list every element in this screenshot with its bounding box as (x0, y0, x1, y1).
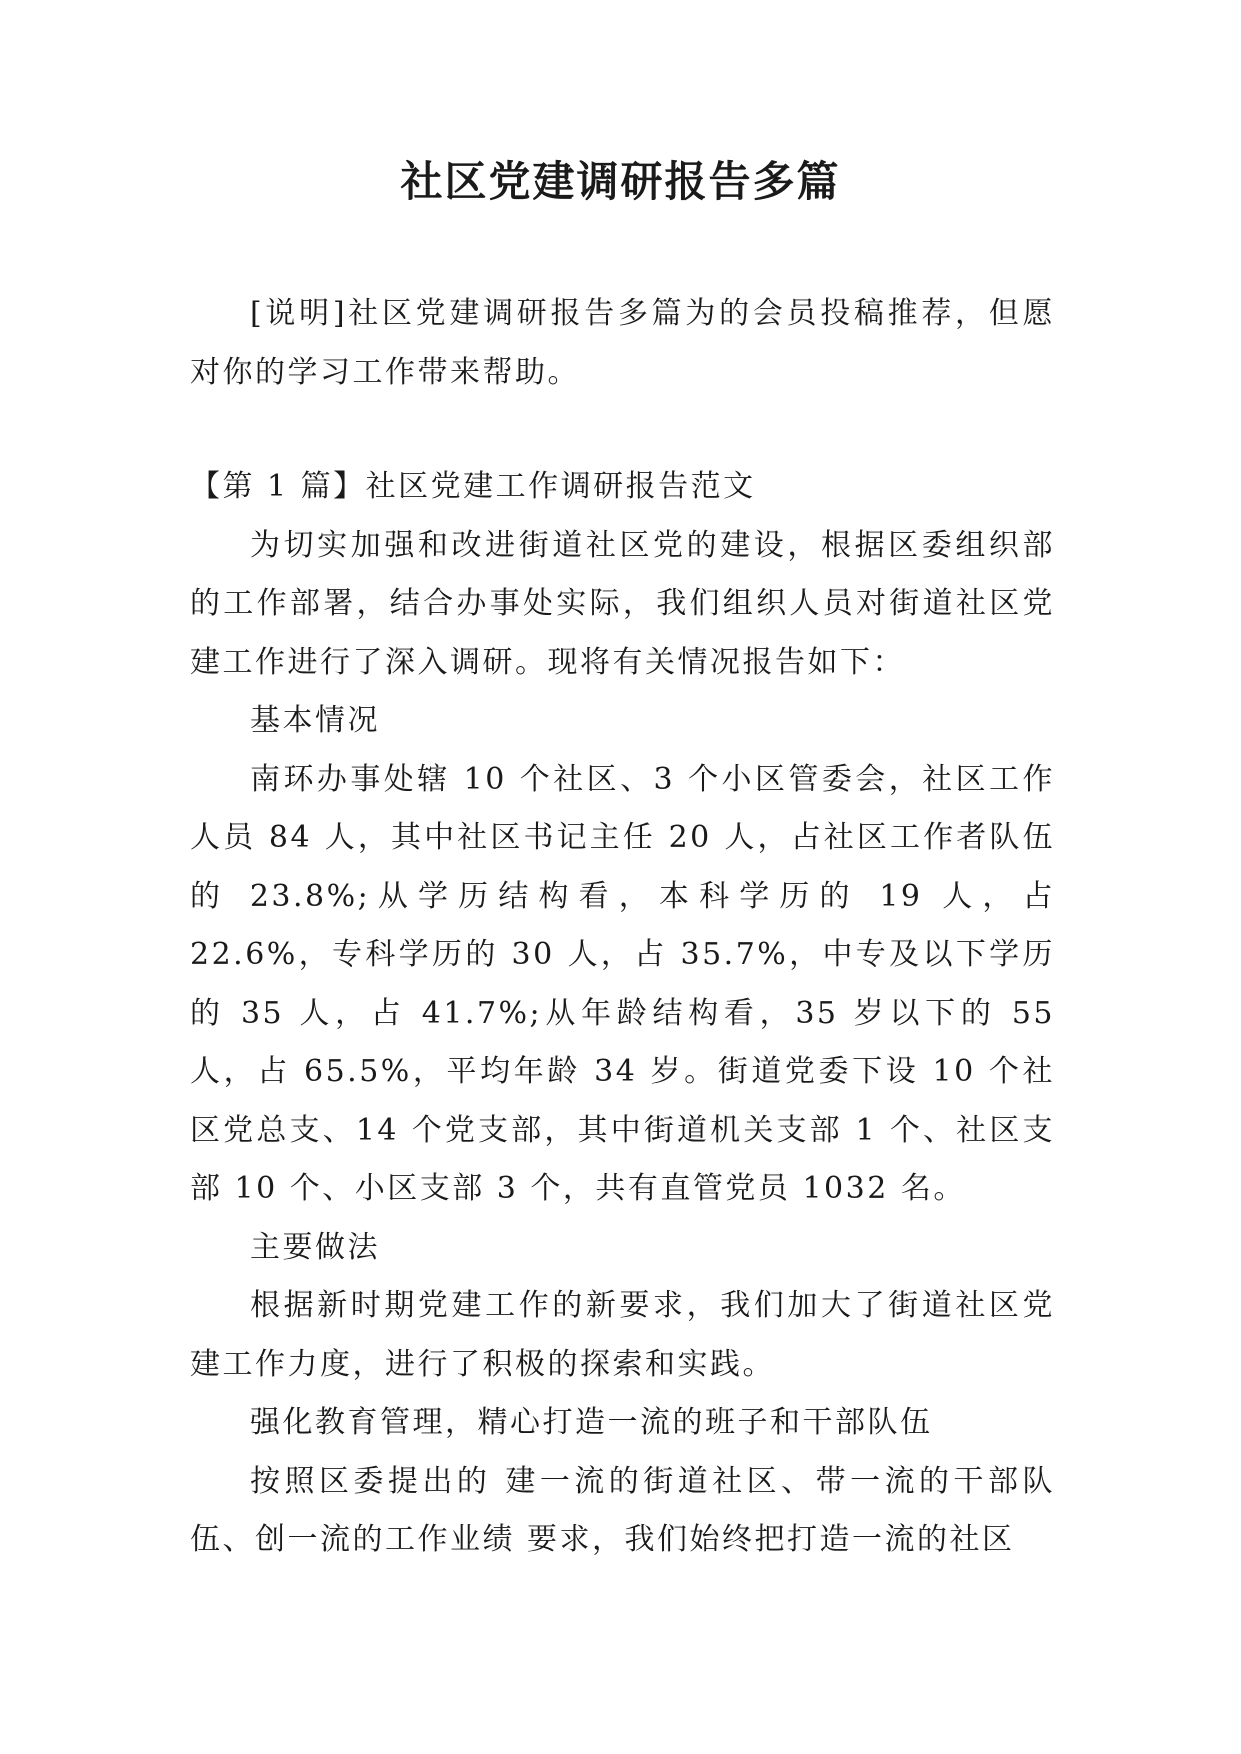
body-paragraph: 根据新时期党建工作的新要求，我们加大了街道社区党建工作力度，进行了积极的探索和实践。 (190, 1288, 1055, 1382)
intro-paragraph: [说明]社区党建调研报告多篇为的会员投稿推荐，但愿对你的学习工作带来帮助。 (190, 296, 1055, 390)
document-title: 社区党建调研报告多篇 (400, 157, 841, 206)
body-paragraph: 为切实加强和改进街道社区党的建设，根据区委组织部的工作部署，结合办事处实际，我们组织人员对街道社区党建工作进行了深入调研。现将有关情况报告如下： (190, 527, 1055, 680)
intro-block (190, 285, 1055, 402)
subheading-main-practices: 主要做法 (250, 1229, 380, 1265)
subheading-basic-situation: 基本情况 (250, 703, 380, 738)
body-paragraph: 按照区委提出的 建一流的街道社区、带一流的干部队伍、创一流的工作业绩 要求，我们始终把打造一流的社区 (190, 1463, 1055, 1557)
subheading-education-management: 强化教育管理，精心打造一流的班子和干部队伍 (250, 1405, 933, 1440)
body-paragraph: 南环办事处辖 10 个社区、3 个小区管委会，社区工作人员 84 人，其中社区书记主任 20 人，占社区工作者队伍的 23.8%;从学历结构看，本科学历的 19 人，占 22.6%，专科学历的 30 人，占 35.7%，中专及以下学历的 35 人，占 41.7%;从年龄结构看，35 岁以下的 55 人，占 65.5%，平均年龄 34 岁。街道党委下设 10 个社区党总支、14 个党支部，其中街道机关支部 1 个、社区支部 10 个、小区支部 3 个，共有直管党员 1032 名。 (190, 761, 1055, 1206)
section-heading: 【第 1 篇】社区党建工作调研报告范文 (190, 469, 756, 504)
article-body (190, 458, 1055, 1570)
